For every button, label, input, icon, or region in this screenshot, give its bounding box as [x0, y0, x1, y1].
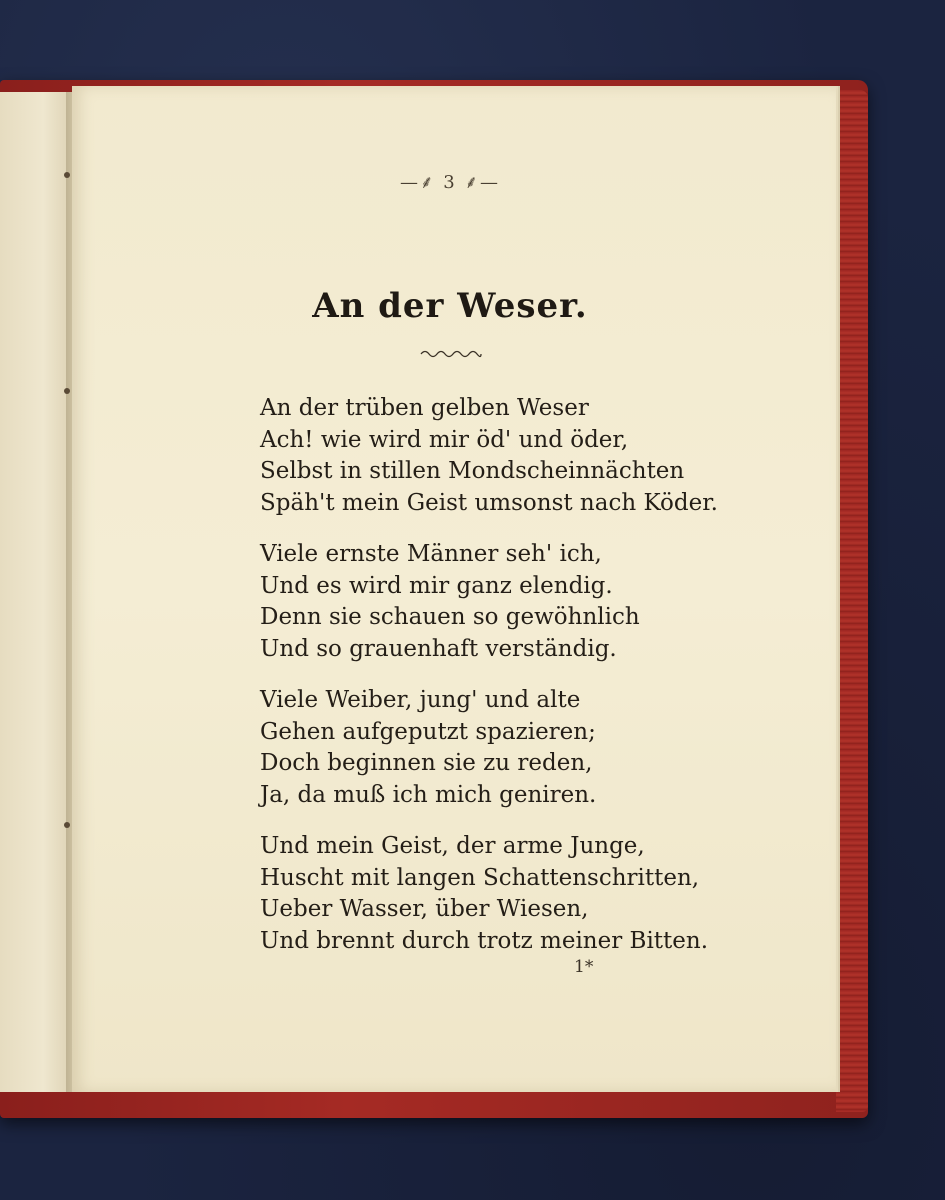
poem-line: Ach! wie wird mir öd' und öder,	[260, 426, 629, 453]
poem-line: Doch beginnen sie zu reden,	[260, 750, 593, 776]
page-number: —⸙ 3 ⸙—	[400, 172, 500, 193]
poem-line: Späh't mein Geist umsonst nach Köder.	[260, 489, 718, 516]
stanza-4	[260, 831, 740, 957]
poem-line: Viele Weiber, jung' und alte	[260, 687, 581, 713]
binding-stitch	[64, 822, 70, 828]
stanza-1	[260, 393, 740, 519]
stanza-2	[260, 539, 740, 665]
poem-line: Ja, da muß ich mich geniren.	[260, 781, 597, 808]
poem-line: Selbst in stillen Mondscheinnächten	[260, 458, 685, 484]
binding-stitch	[64, 388, 70, 394]
poem-line: Und mein Geist, der arme Junge,	[260, 833, 645, 859]
left-page	[0, 92, 73, 1092]
poem-line: Und brennt durch trotz meiner Bitten.	[260, 927, 709, 954]
poem-title: An der Weser.	[312, 286, 588, 326]
stanza-3	[260, 685, 740, 811]
poem-line: Und so grauenhaft verständig.	[260, 635, 617, 662]
poem-line: Huscht mit langen Schattenschritten,	[260, 864, 700, 891]
cover-edge	[836, 90, 868, 1112]
poem-line: Und es wird mir ganz elendig.	[260, 572, 613, 599]
signature-mark: 1*	[574, 957, 594, 977]
title-ornament	[420, 348, 482, 360]
poem-body	[260, 393, 740, 977]
poem-line: Denn sie schauen so gewöhnlich	[260, 604, 640, 630]
poem-line: Ueber Wasser, über Wiesen,	[260, 896, 589, 922]
poem-line: Viele ernste Männer seh' ich,	[260, 541, 602, 567]
poem-line: Gehen aufgeputzt spazieren;	[260, 718, 596, 745]
poem-line: An der trüben gelben Weser	[260, 395, 589, 421]
